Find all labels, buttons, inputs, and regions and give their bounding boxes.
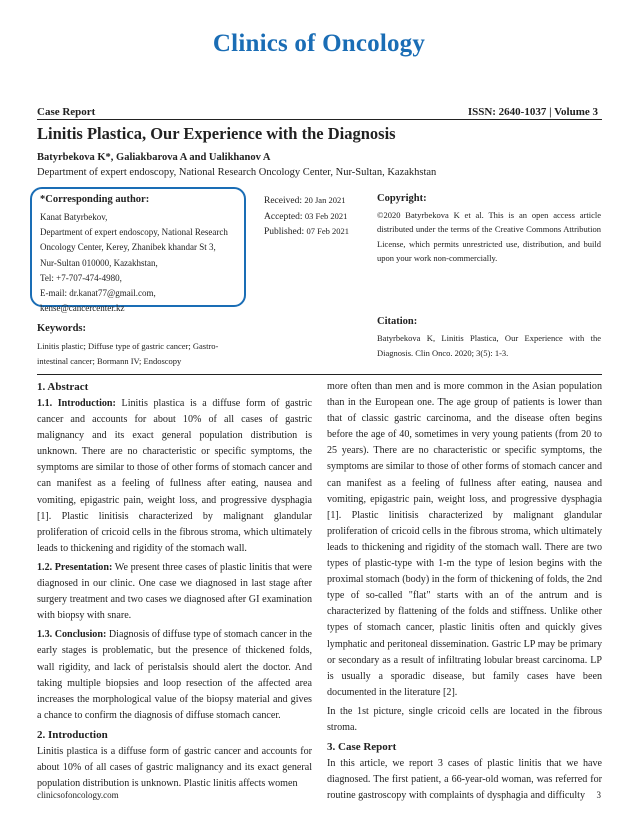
keywords-text: Linitis plastic; Diffuse type of gastric cancer; Gastro-intestinal cancer; Bormann IV; Endoscopy	[37, 341, 219, 366]
issn-volume	[468, 106, 598, 118]
published-value: 07 Feb 2021	[306, 226, 349, 236]
presentation-label: 1.2. Presentation:	[37, 561, 113, 573]
abstract-introduction	[37, 396, 312, 557]
issn-label: ISSN: 2640-1037	[467, 106, 547, 118]
footer-url[interactable]: clinicsofoncology.com	[37, 790, 119, 800]
article-title: Linitis Plastica, Our Experience with the Diagnosis	[37, 124, 396, 143]
copyright-text: ©2020 Batyrbekova K et al. This is an open access article distributed under the terms of the Creative Commons Attribution License, which permits unrestricted use, distribution, and build upon your work non-commercially.	[377, 210, 601, 263]
journal-title: Clinics of Oncology	[212, 30, 426, 57]
keywords-heading: Keywords:	[37, 323, 86, 334]
copyright-heading: Copyright:	[377, 193, 427, 204]
conclusion-label: 1.3. Conclusion:	[37, 629, 107, 641]
corresponding-author-details	[40, 210, 237, 316]
right-column	[327, 379, 602, 807]
corr-line: Oncology Center, Kerey, Zhanibek khandar St 3,	[40, 242, 216, 253]
abstract-presentation	[37, 560, 312, 624]
introduction-heading: 2. Introduction	[37, 728, 108, 741]
corr-line: Kanat Batyrbekov,	[40, 212, 108, 222]
affiliation: Department of expert endoscopy, National Research Oncology Center, Nur-Sultan, Kazakhstan	[37, 167, 437, 178]
case-report-heading: 3. Case Report	[327, 741, 397, 754]
abstract-conclusion	[37, 627, 312, 724]
introduction-paragraph: Linitis plastica is a diffuse form of gastric cancer and accounts for about 10% of all cases of gastric malignancy and its exact general population distribution is unknown. Plastic linitis affects women	[37, 745, 312, 790]
published-label: Published:	[264, 227, 305, 237]
received-label: Received:	[264, 196, 302, 206]
corr-email[interactable]: kense@cancercenter.kz	[40, 303, 125, 314]
corr-email[interactable]: E-mail: dr.kanat77@gmail.com,	[40, 288, 156, 299]
article-dates	[264, 193, 349, 240]
intro-label: 1.1. Introduction:	[37, 398, 116, 409]
volume-label: Volume 3	[554, 106, 598, 118]
published-date	[264, 224, 349, 240]
received-value: 20 Jan 2021	[304, 195, 346, 205]
accepted-date	[264, 209, 349, 225]
received-date	[264, 193, 349, 209]
corresponding-author-heading: *Corresponding author:	[40, 194, 150, 205]
conclusion-text: Diagnosis of diffuse type of stomach cancer in the early stages is problematic, but the presence of thickened folds, wall rigidity, and lack of peristalsis should alert the doctor. And taking multiple biopsies and loop resection of the affected area increases the morphological value of the biopsy material and gives a chance to confirm the diagnosis of diffuse stomach cancer.	[37, 629, 312, 721]
issn-separator: |	[546, 106, 555, 118]
citation-text: Batyrbekova K, Linitis Plastica, Our Experience with the Diagnosis. Clin Onco. 2020; 3(5): 1-3.	[377, 333, 601, 358]
accepted-value: 03 Feb 2021	[304, 210, 348, 221]
corr-line: Nur-Sultan 010000, Kazakhstan,	[40, 257, 158, 268]
intro-text: Linitis plastica is a diffuse form of gastric cancer and accounts for about 10% of all cases of gastric malignancy and its exact general population distribution is unknown. There are no characteristic or specific symptoms, the symptoms are similar to those of other forms of stomach cancer and can manifest as a feeling of fullness after eating, nausea and vomiting, epigastric pain, weight loss, and progressive dysphagia [1]. Plastic linitisis characterized by malignant glandular proliferation of cricoid cells in the fibrous stroma, which ultimately leads to thickening and rigidity of the stomach wall.	[37, 398, 313, 554]
section-divider	[37, 374, 602, 375]
article-type-label: Case Report	[37, 106, 96, 118]
presentation-text: We present three cases of plastic linitis that were diagnosed in our clinic. One case we diagnosed in last stage after surgery treatment and two cases we diagnosed after GI examination with biopsy with snare.	[37, 561, 312, 622]
corr-line: Tel: +7-707-474-4980,	[40, 272, 122, 283]
header-divider	[37, 119, 602, 120]
author-list: Batyrbekova K*, Galiakbarova A and Ualikhanov A	[37, 152, 271, 163]
picture-note: In the 1st picture, single cricoid cells are located in the fibrous stroma.	[327, 705, 602, 733]
page-number: 3	[596, 790, 601, 800]
case-report-paragraph: In this article, we report 3 cases of plastic linitis that we have diagnosed. The first patient, a 66-year-old woman, was referred for routine gastroscopy with complaints of dysphagia and difficulty	[327, 758, 602, 802]
citation-heading: Citation:	[377, 316, 418, 327]
corr-line: Department of expert endoscopy, National Research	[40, 227, 228, 238]
left-column	[37, 379, 312, 795]
accepted-label: Accepted:	[264, 211, 303, 222]
introduction-continued: more often than men and is more common in the Asian population than in the European one. The age group of patients is lower than that of classic gastric carcinoma, and the disease often begins before the age of 40, sometimes in very young patients (from 20 to 25 years). There are no characteristic or specific symptoms, the symptoms are similar to those of other forms of stomach cancer and can manifest as a feeling of fullness after eating, nausea and vomiting, epigastric pain, weight loss, and progressive dysphagia [1]. Plastic linitisis characterized by malignant glandular proliferation of cricoid cells in the fibrous stroma, which ultimately leads to thickening and rigidity of the stomach wall. There are two types of plastic-type with 1-m the type of lesion begins with the proximal stomach (body) in the form of thickening of folds, the 2nd type of so-called "flat" starts with an of the antrum and is characterized by flattening of the folds and stiffness. Unlike other types of stomach cancer, plastic linitis often and quickly gives lymphatic and peritoneal dissemination. Gastric LP may be primary or secondary as a result of infiltrating lobular breast carcinoma. LP is usually a sporadic disease, but family cases have been documented in the literature [2].	[327, 381, 602, 698]
abstract-heading: 1. Abstract	[37, 381, 89, 393]
